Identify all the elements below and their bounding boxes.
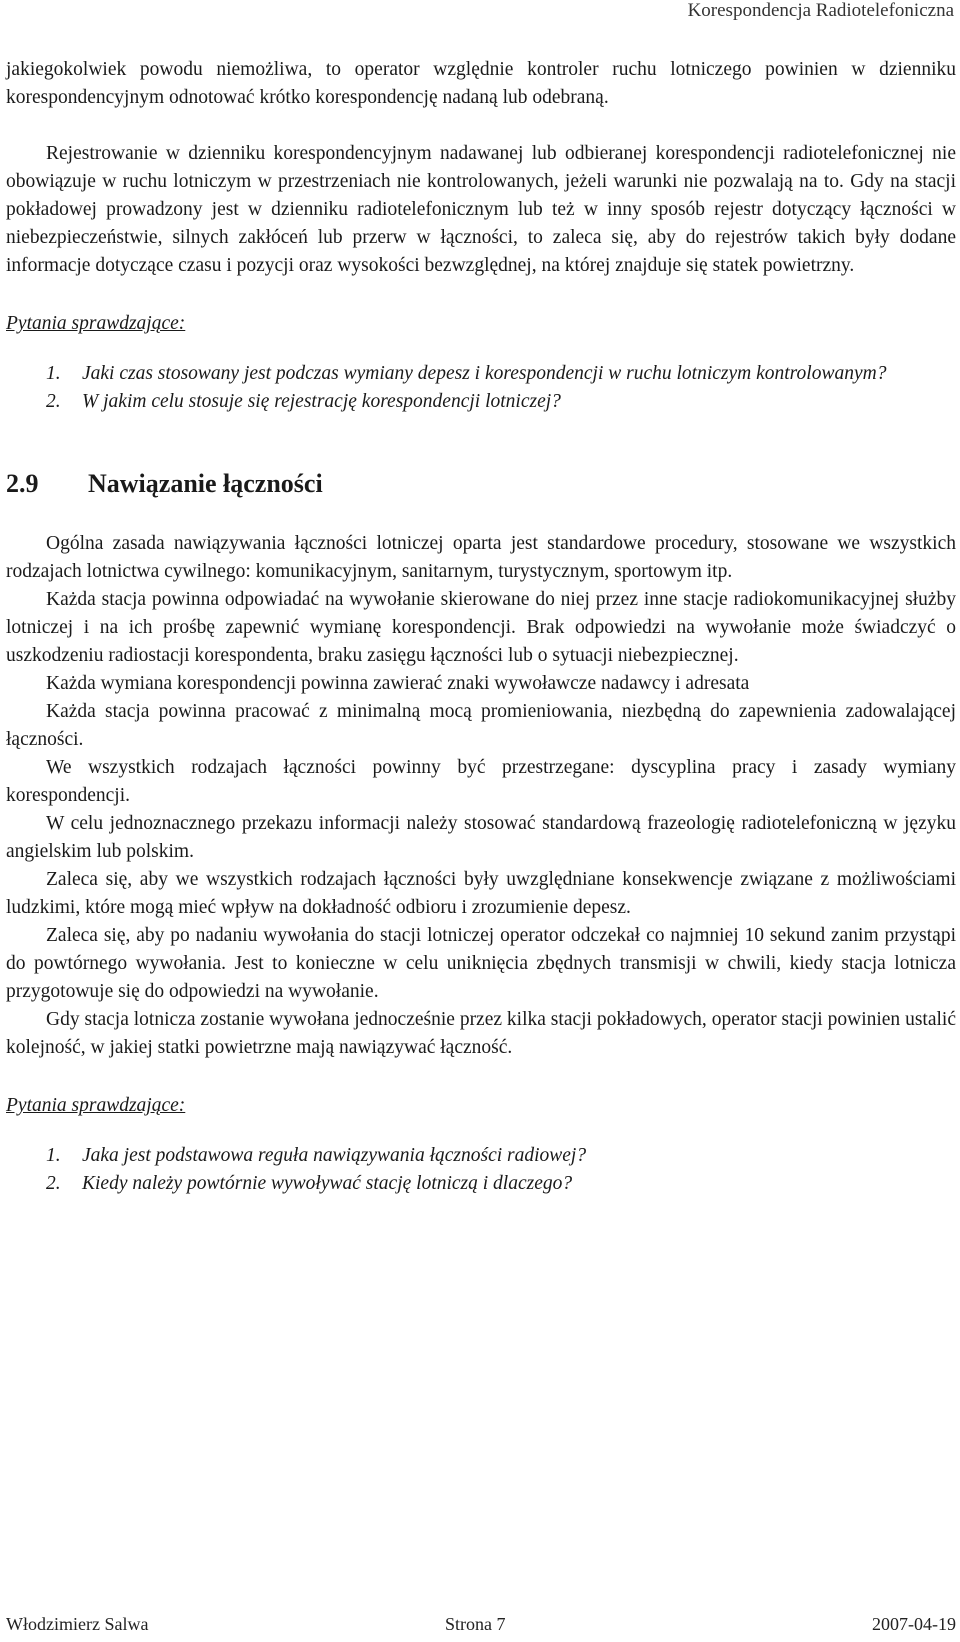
questions-heading-1: Pytania sprawdzające: [6,313,186,334]
paragraph-registration: Rejestrowanie w dzienniku korespondencyjnym nadawanej lub odbieranej korespondencji radiotelefonicznej nie obowiązuje w ruchu lotniczym w przestrzeniach nie kontrolowanych, jeżeli warunki nie pozwalają na to. Gdy na stacji pokładowej prowadzony jest w dzienniku radiotelefonicznym lub też w inny sposób rejestr dotyczący łączności w niebezpieczeństwie, silnych zakłóceń lub przerw w łączności, to zaleca się, aby do rejestrów takich były dodane informacje dotyczące czasu i pozycji oraz wysokości bezwzględnej, na której znajduje się statek powietrzny. [6,143,956,276]
section-paragraph: Ogólna zasada nawiązywania łączności lotniczej oparta jest standardowe procedury, stosowane we wszystkich rodzajach lotnictwa cywilnego: komunikacyjnym, sanitarnym, turystycznym, sportowym itp. [6,533,956,582]
question-item [6,1142,956,1170]
section-title: Nawiązanie łączności [88,469,323,498]
page-content [6,56,956,1198]
footer-date: 2007-04-19 [872,1614,956,1634]
section-paragraph: We wszystkich rodzajach łączności powinny być przestrzegane: dyscyplina pracy i zasady wymiany korespondencji. [6,757,956,806]
section-paragraph: Zaleca się, aby po nadaniu wywołania do stacji lotniczej operator odczekał co najmniej 10 sekund zanim przystąpi do powtórnego wywołania. Jest to konieczne w celu uniknięcia zbędnych transmisji w chwili, kiedy stacja lotnicza przygotowuje się do odpowiedzi na wywołanie. [6,925,956,1002]
questions-list-1 [6,360,956,416]
question-item [6,360,956,388]
section-heading [6,468,956,500]
question-number: 1. [46,363,61,384]
question-text: Kiedy należy powtórnie wywoływać stację lotniczą i dlaczego? [82,1173,573,1194]
footer-author: Włodzimierz Salwa [6,1614,149,1634]
page-footer [0,1614,960,1638]
question-item [6,1170,956,1198]
section-paragraph: W celu jednoznacznego przekazu informacji należy stosować standardową frazeologię radiotelefoniczną w języku angielskim lub polskim. [6,813,956,862]
section-paragraph: Każda stacja powinna pracować z minimalną mocą promieniowania, niezbędną do zapewnienia zadowalającej łączności. [6,701,956,750]
section-number: 2.9 [6,469,39,498]
question-number: 2. [46,1173,61,1194]
question-number: 1. [46,1145,61,1166]
section-paragraph: Zaleca się, aby we wszystkich rodzajach łączności były uwzględniane konsekwencje związane z możliwościami ludzkimi, które mogą mieć wpływ na dokładność odbioru i zrozumienie depesz. [6,869,956,918]
section-paragraph: Każda stacja powinna odpowiadać na wywołanie skierowane do niej przez inne stacje radiokomunikacyjnej służby lotniczej i na ich prośbę zapewnić wymianę korespondencji. Brak odpowiedzi na wywołanie może świadczyć o uszkodzeniu radiostacji korespondenta, braku zasięgu łączności lub o sytuacji niebezpiecznej. [6,589,956,666]
question-text: W jakim celu stosuje się rejestrację korespondencji lotniczej? [82,391,561,412]
page-header [0,0,960,24]
section-paragraph: Gdy stacja lotnicza zostanie wywołana jednocześnie przez kilka stacji pokładowych, operator stacji powinien ustalić kolejność, w jakiej statki powietrzne mają nawiązywać łączność. [6,1009,956,1058]
question-number: 2. [46,391,61,412]
question-text: Jaki czas stosowany jest podczas wymiany depesz i korespondencji w ruchu lotniczym kontrolowanym? [82,363,887,384]
section-paragraph: Każda wymiana korespondencji powinna zawierać znaki wywoławcze nadawcy i adresata [46,673,750,694]
paragraph-continuation: jakiegokolwiek powodu niemożliwa, to operator względnie kontroler ruchu lotniczego powinien w dzienniku korespondencyjnym odnotować krótko korespondencję nadaną lub odebraną. [6,59,956,108]
questions-heading-2: Pytania sprawdzające: [6,1095,186,1116]
header-title: Korespondencja Radiotelefoniczna [687,0,954,21]
footer-page-number: Strona 7 [445,1614,506,1634]
question-text: Jaka jest podstawowa reguła nawiązywania łączności radiowej? [82,1145,587,1166]
question-item [6,388,956,416]
questions-list-2 [6,1142,956,1198]
